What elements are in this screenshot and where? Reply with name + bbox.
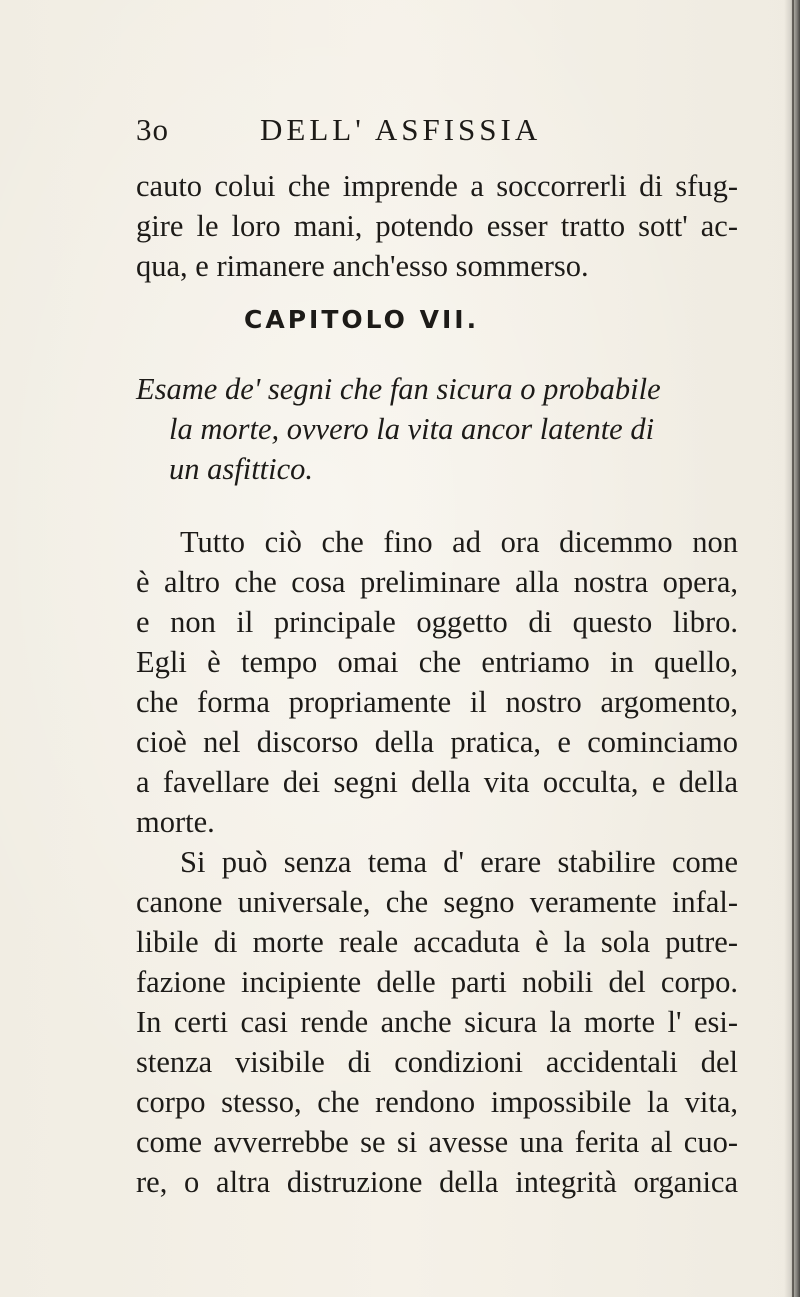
summary-line: la morte, ovvero la vita ancor latente di	[169, 412, 655, 446]
text-line: fazione incipiente delle parti nobili del corpo.	[136, 965, 738, 999]
text-line: morte.	[136, 805, 215, 839]
text-line: Egli è tempo omai che entriamo in quello,	[136, 645, 738, 679]
text-line: In certi casi rende anche sicura la morte l' esi-	[136, 1005, 738, 1039]
text-line: corpo stesso, che rendono impossibile la vita,	[136, 1085, 738, 1119]
text-line: Si può senza tema d' erare stabilire come	[180, 845, 738, 879]
chapter-summary	[136, 369, 736, 489]
body-text	[136, 522, 738, 1202]
text-line: cioè nel discorso della pratica, e cominciamo	[136, 725, 738, 759]
text-line: cauto colui che imprende a soccorrerli di sfug-	[136, 169, 738, 203]
text-line: canone universale, che segno veramente infal-	[136, 885, 738, 919]
text-line: stenza visibile di condizioni accidentali del	[136, 1045, 738, 1079]
text-line: che forma propriamente il nostro argomento,	[136, 685, 738, 719]
summary-line: un asfittico.	[169, 452, 314, 486]
page-header	[136, 112, 736, 156]
text-line: Tutto ciò che fino ad ora dicemmo non	[180, 525, 738, 559]
chapter-title: CAPITOLO VII.	[244, 305, 480, 334]
text-line: a favellare dei segni della vita occulta, e della	[136, 765, 738, 799]
text-line: è altro che cosa preliminare alla nostra opera,	[136, 565, 738, 599]
text-line: gire le loro mani, potendo esser tratto sott' ac-	[136, 209, 738, 243]
page-number: 3o	[136, 112, 169, 147]
continued-paragraph	[136, 166, 738, 286]
running-head: DELL' ASFISSIA	[260, 112, 542, 147]
text-line: re, o altra distruzione della integrità organica	[136, 1165, 738, 1199]
text-line: e non il principale oggetto di questo libro.	[136, 605, 738, 639]
text-line: libile di morte reale accaduta è la sola putre-	[136, 925, 738, 959]
summary-line: Esame de' segni che fan sicura o probabile	[136, 372, 661, 406]
text-line: come avverrebbe se si avesse una ferita al cuo-	[136, 1125, 738, 1159]
page-edge-line	[792, 0, 794, 1297]
text-line: qua, e rimanere anch'esso sommerso.	[136, 249, 589, 283]
